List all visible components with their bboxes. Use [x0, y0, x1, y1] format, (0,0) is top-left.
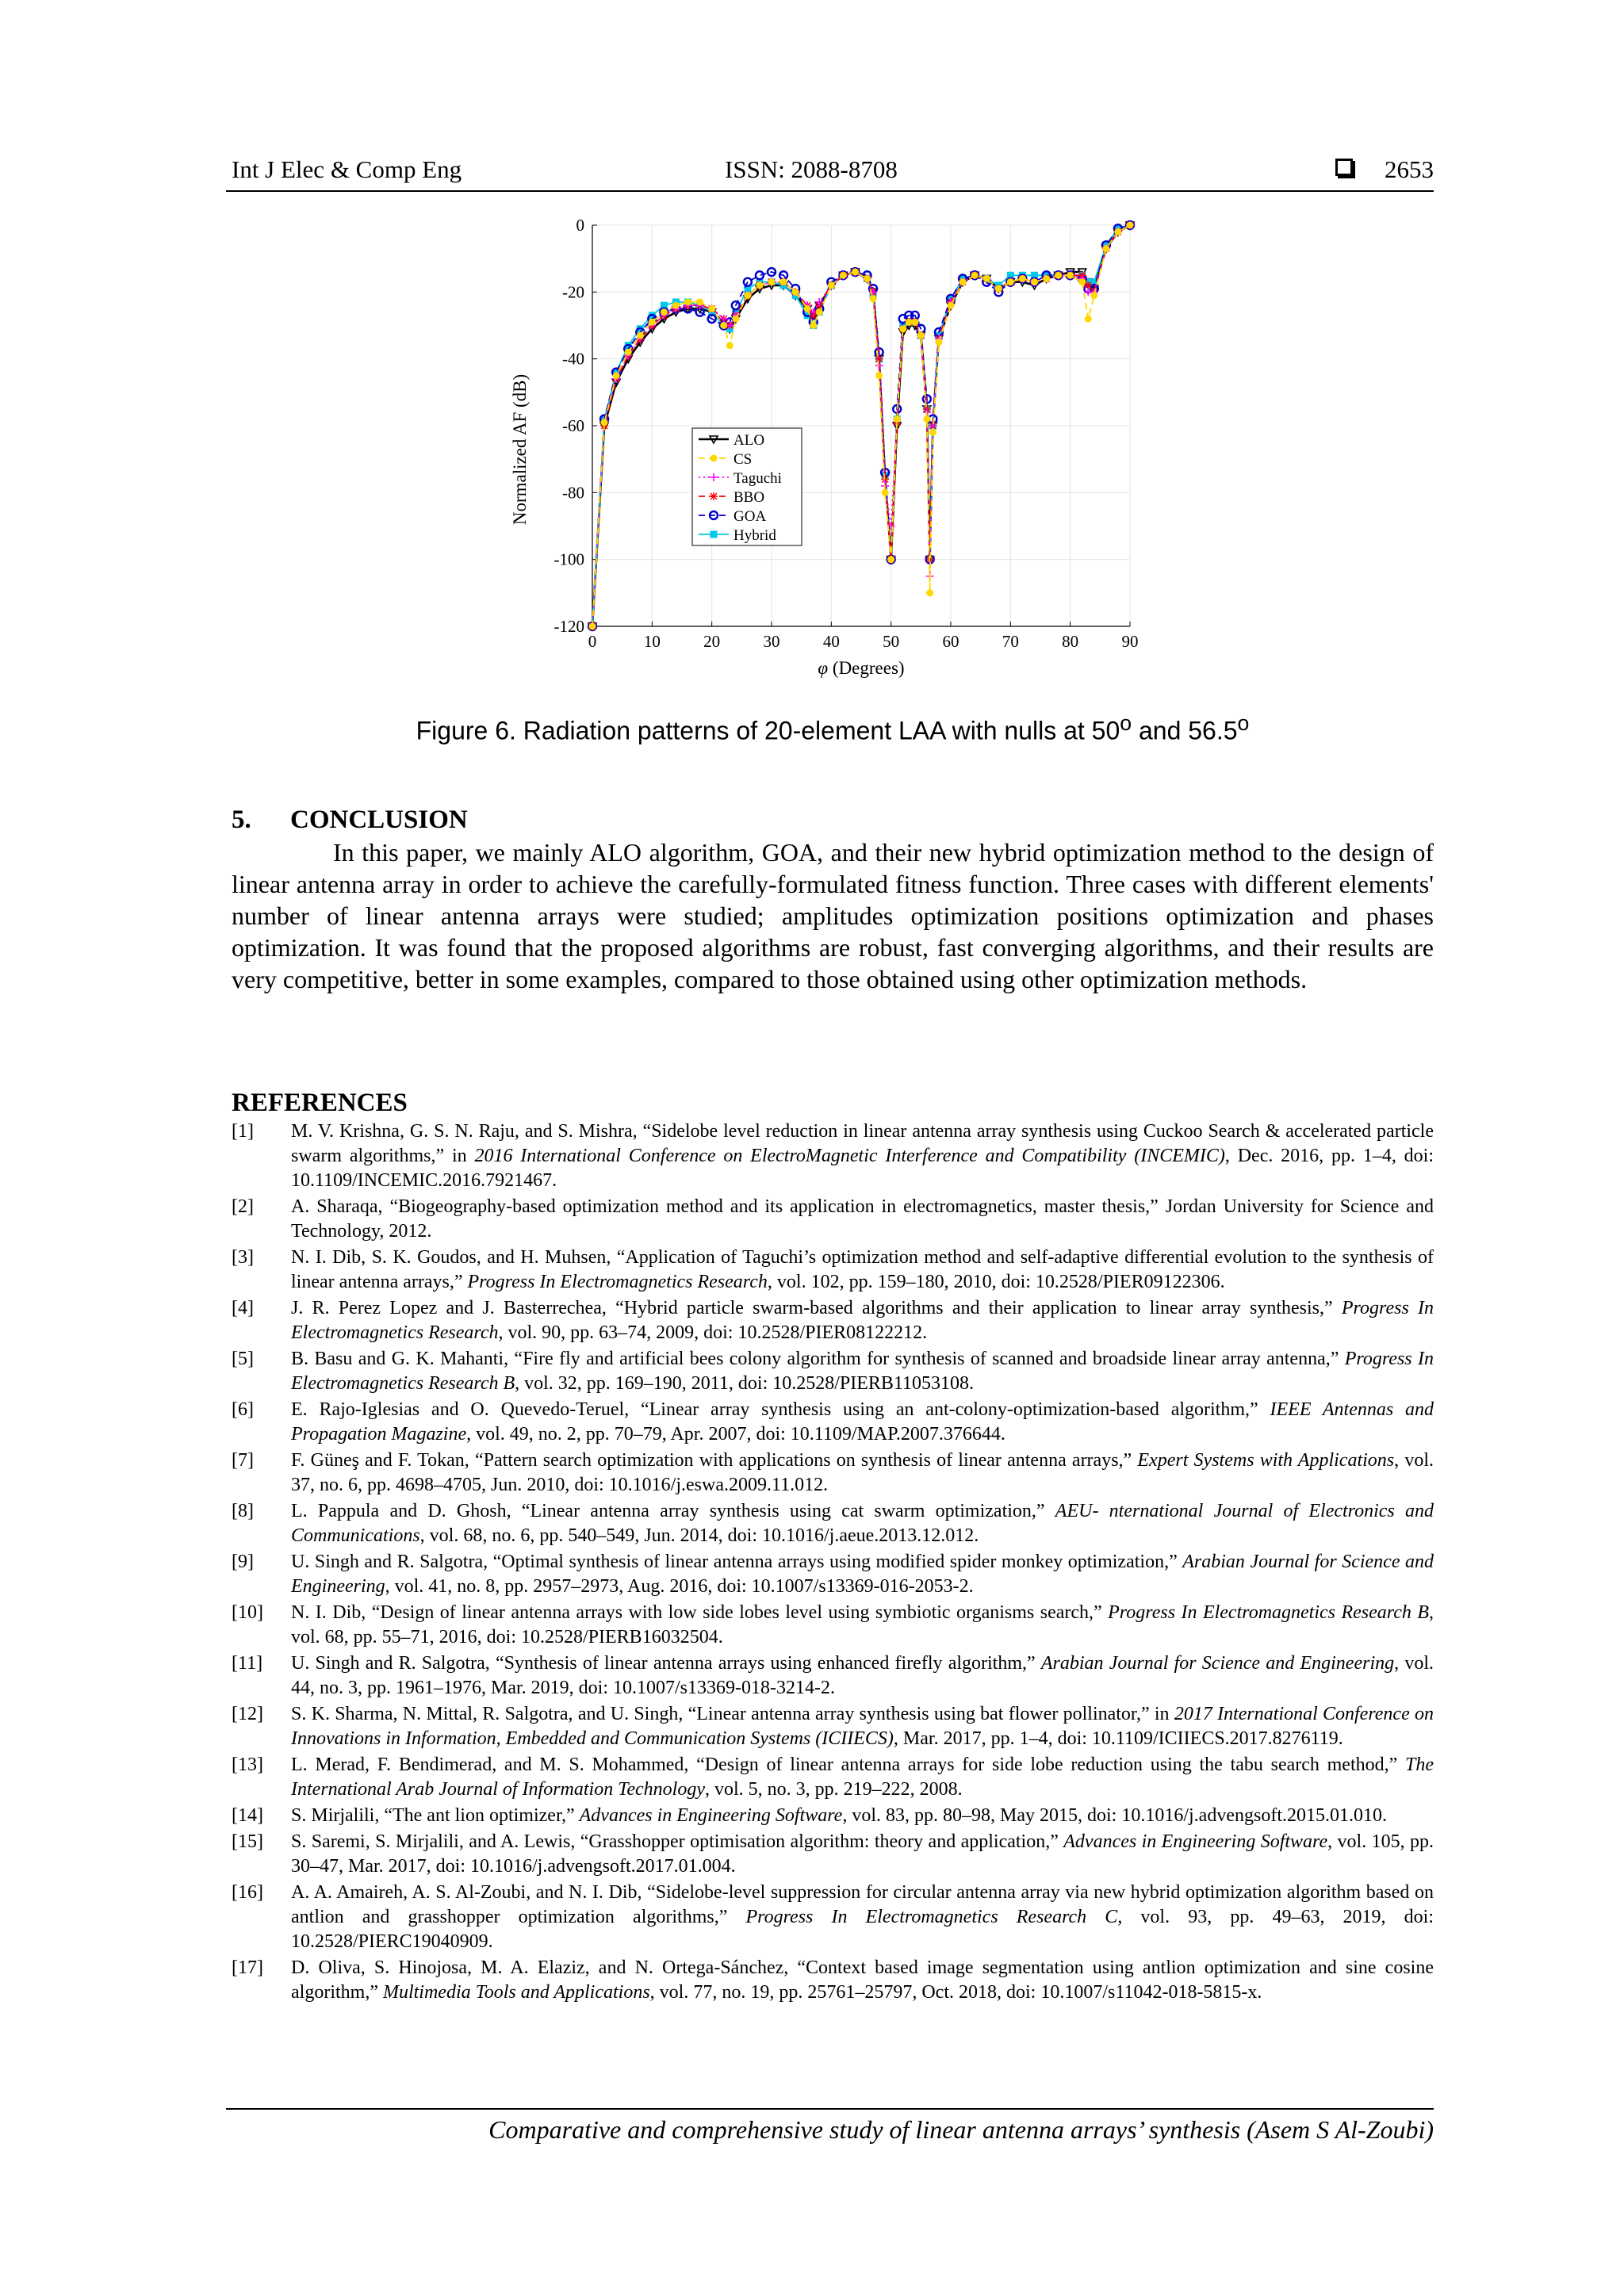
reference-number: [4]	[232, 1298, 254, 1318]
reference-source: The International Arab Journal of Information Technology	[291, 1755, 1434, 1800]
reference-text: N. I. Dib, “Design of linear antenna arrays with low side lobes level using symbiotic organisms search,”	[291, 1602, 1109, 1623]
y-tick-label: -120	[553, 617, 584, 636]
marker-cs	[876, 373, 883, 379]
reference-text: S. Mirjalili, “The ant lion optimizer,”	[291, 1805, 580, 1826]
marker-cs	[840, 272, 846, 278]
x-tick-label: 40	[822, 632, 840, 651]
marker-cs	[672, 302, 679, 308]
marker-cs	[726, 342, 733, 349]
page-footer: Comparative and comprehensive study of linear antenna arrays’ synthesis (Asem S Al-Zoubi)	[488, 2115, 1434, 2144]
legend-label: Hybrid	[733, 527, 776, 544]
reference-text: U. Singh and R. Salgotra, “Synthesis of linear antenna arrays using enhanced firefly algorithm,”	[291, 1653, 1041, 1674]
reference-text: S. K. Sharma, N. Mittal, R. Salgotra, and U. Singh, “Linear antenna array synthesis using bat flower pollinator,” in	[291, 1704, 1174, 1724]
reference-details: , vol. 102, pp. 159–180, 2010, doi: 10.2528/PIER09122306.	[767, 1272, 1225, 1292]
marker-cs	[995, 285, 1002, 292]
reference-source: Multimedia Tools and Applications	[382, 1982, 650, 2003]
marker-cs	[864, 275, 871, 281]
marker-cs	[710, 455, 717, 461]
reference-number: [17]	[232, 1957, 263, 1978]
marker-cs	[948, 302, 954, 308]
marker-cs	[1055, 272, 1062, 278]
marker-cs	[721, 323, 727, 329]
reference-item	[232, 1398, 1434, 1447]
reference-number: [15]	[232, 1831, 263, 1852]
reference-number: [12]	[232, 1704, 263, 1724]
reference-text: A. Sharaqa, “Biogeography-based optimization method and its application in electromagnetics, master thesis,” Jordan University for Science and Technology, 2012.	[291, 1196, 1434, 1242]
x-tick-label: 20	[703, 632, 721, 651]
reference-details: , vol. 44, no. 3, pp. 1961–1976, Mar. 2019, doi: 10.1007/s13369-018-3214-2.	[291, 1653, 1434, 1698]
x-tick-label: 0	[588, 632, 597, 651]
reference-details: , vol. 32, pp. 169–190, 2011, doi: 10.2528/PIERB11053108.	[515, 1373, 975, 1394]
reference-details: , vol. 49, no. 2, pp. 70–79, Apr. 2007, doi: 10.1109/MAP.2007.376644.	[466, 1424, 1005, 1445]
reference-source: Advances in Engineering Software	[579, 1805, 843, 1826]
marker-cs	[780, 279, 787, 285]
marker-cs	[900, 326, 906, 332]
marker-hybrid	[710, 531, 717, 538]
reference-item	[232, 1651, 1434, 1701]
marker-cs	[709, 305, 715, 312]
reference-text: U. Singh and R. Salgotra, “Optimal synthesis of linear antenna arrays using modified spider monkey optimization,”	[291, 1552, 1183, 1572]
reference-item	[232, 1499, 1434, 1548]
reference-details: , vol. 90, pp. 63–74, 2009, doi: 10.2528/PIER08122212.	[498, 1322, 928, 1343]
reference-source: Advances in Engineering Software	[1063, 1831, 1328, 1852]
marker-cs	[756, 282, 763, 289]
marker-cs	[1079, 279, 1086, 285]
y-tick-label: 0	[576, 216, 584, 235]
section-heading	[232, 806, 468, 835]
x-tick-label: 60	[942, 632, 959, 651]
y-tick-label: -40	[562, 349, 584, 369]
reference-source: Progress In Electromagnetics Research	[467, 1272, 768, 1292]
reference-number: [14]	[232, 1805, 263, 1826]
reference-details: , vol. 5, no. 3, pp. 219–222, 2008.	[705, 1779, 963, 1800]
x-axis-symbol: φ	[818, 658, 829, 678]
legend-label: CS	[733, 451, 753, 468]
reference-source: 2016 International Conference on ElectroMagnetic Interference and Compatibility (INCEMIC)	[474, 1146, 1225, 1166]
footer-rule	[226, 2108, 1434, 2110]
x-axis-text: (Degrees)	[828, 658, 905, 678]
reference-item	[232, 1830, 1434, 1879]
x-axis-label	[818, 658, 904, 678]
reference-details: , vol. 105, pp. 30–47, Mar. 2017, doi: 10.1016/j.advengsoft.2017.01.004.	[291, 1831, 1434, 1877]
reference-source: Progress In Electromagnetics Research	[291, 1298, 1434, 1343]
reference-number: [6]	[232, 1399, 254, 1420]
figure-caption	[232, 711, 1434, 746]
reference-item	[232, 1881, 1434, 1954]
reference-item	[232, 1119, 1434, 1193]
reference-item	[232, 1448, 1434, 1498]
marker-cs	[1007, 279, 1013, 285]
marker-cs	[649, 319, 655, 325]
x-tick-label: 80	[1062, 632, 1079, 651]
x-tick-label: 90	[1121, 632, 1139, 651]
reference-source: Progress In Electromagnetics Research B	[291, 1349, 1434, 1394]
radiation-pattern-chart	[476, 208, 1158, 683]
reference-number: [1]	[232, 1121, 254, 1142]
reference-number: [3]	[232, 1247, 254, 1268]
reference-number: [2]	[232, 1196, 254, 1217]
marker-cs	[917, 332, 924, 339]
reference-text: J. R. Perez Lopez and J. Basterrechea, “Hybrid particle swarm-based algorithms and their application to linear array synthesis,”	[291, 1298, 1342, 1318]
marker-cs	[852, 269, 858, 275]
reference-text: S. Saremi, S. Mirjalili, and A. Lewis, “Grasshopper optimisation algorithm: theory and application,”	[291, 1831, 1064, 1852]
legend-label: GOA	[733, 508, 767, 525]
marker-cs	[1067, 272, 1074, 278]
reference-details: , vol. 93, pp. 49–63, 2019, doi: 10.2528/PIERC19040909.	[291, 1907, 1434, 1952]
marker-cs	[1103, 246, 1109, 252]
reference-text: A. A. Amaireh, A. S. Al-Zoubi, and N. I. Dib, “Sidelobe-level suppression for circular antenna array via new hybrid optimization algorithm based on antlion and grasshopper optimization algorithms,”	[291, 1882, 1434, 1927]
reference-item	[232, 1347, 1434, 1396]
reference-source: 2017 International Conference on Innovations in Information, Embedded and Communication Systems (ICIIECS)	[291, 1704, 1434, 1749]
reference-item	[232, 1601, 1434, 1650]
marker-cs	[768, 279, 775, 285]
reference-source: Arabian Journal for Science and Engineering	[1040, 1653, 1395, 1674]
reference-text: N. I. Dib, S. K. Goudos, and H. Muhsen, “Application of Taguchi’s optimization method and self-adaptive differential evolution to the synthesis of linear antenna arrays,”	[291, 1247, 1434, 1292]
marker-cs	[685, 299, 691, 305]
reference-details: , vol. 37, no. 6, pp. 4698–4705, Jun. 2010, doi: 10.1016/j.eswa.2009.11.012.	[291, 1450, 1434, 1495]
reference-item	[232, 1956, 1434, 2005]
marker-cs	[1115, 228, 1121, 235]
marker-cs	[906, 319, 912, 325]
reference-details: , Dec. 2016, pp. 1–4, doi: 10.1109/INCEMIC.2016.7921467.	[291, 1146, 1434, 1191]
reference-item	[232, 1702, 1434, 1751]
marker-cs	[882, 489, 888, 496]
reference-text: M. V. Krishna, G. S. N. Raju, and S. Mishra, “Sidelobe level reduction in linear antenna array synthesis using Cuckoo Search & accelerated particle swarm algorithms,” in	[291, 1121, 1434, 1166]
reference-details: , vol. 68, no. 6, pp. 540–549, Jun. 2014, doi: 10.1016/j.aeue.2013.12.012.	[419, 1525, 979, 1546]
marker-cs	[936, 339, 942, 346]
reference-details: , vol. 68, pp. 55–71, 2016, doi: 10.2528/PIERB16032504.	[291, 1602, 1434, 1647]
reference-number: [16]	[232, 1882, 263, 1903]
caption-main: Figure 6. Radiation patterns of 20-element LAA with nulls at 50	[416, 716, 1120, 745]
legend-label: ALO	[733, 432, 765, 449]
journal-name: Int J Elec & Comp Eng	[232, 155, 462, 183]
marker-cs	[1031, 279, 1037, 285]
x-tick-label: 70	[1002, 632, 1019, 651]
marker-cs	[733, 316, 739, 322]
marker-cs	[697, 299, 703, 305]
reference-source: AEU- nternational Journal of Electronics and Communications	[291, 1501, 1434, 1546]
reference-source: Expert Systems with Applications	[1137, 1450, 1395, 1471]
marker-cs	[929, 429, 936, 435]
y-tick-label: -100	[553, 549, 584, 569]
reference-text: L. Merad, F. Bendimerad, and M. S. Mohammed, “Design of linear antenna arrays for side lobe reduction using the tabu search method,”	[291, 1755, 1405, 1775]
marker-cs	[924, 416, 930, 423]
x-tick-label: 50	[883, 632, 900, 651]
marker-cs	[589, 623, 596, 629]
marker-cs	[912, 319, 918, 325]
legend-label: BBO	[733, 489, 765, 506]
conclusion-paragraph: In this paper, we mainly ALO algorithm, GOA, and their new hybrid optimization method to the design of linear antenna array in order to achieve the carefully-formulated fitness function. Three cases with different elements' number of linear antenna arrays were studied; amplitudes optimization positions optimization and phases optimization. It was found that the proposed algorithms are robust, fast converging algorithms, and their results are very competitive, better in some examples, compared to those obtained using other optimization methods.	[232, 838, 1434, 993]
reference-source: Progress In Electromagnetics Research C	[745, 1907, 1118, 1927]
caption-sup-2: o	[1237, 711, 1250, 735]
reference-source: IEEE Antennas and Propagation Magazine	[291, 1399, 1434, 1445]
reference-text: D. Oliva, S. Hinojosa, M. A. Elaziz, and N. Ortega-Sánchez, “Context based image segmentation using antlion optimization and sine cosine algorithm,”	[291, 1957, 1434, 2003]
marker-cs	[1127, 222, 1133, 228]
reference-details: , vol. 41, no. 8, pp. 2957–2973, Aug. 2016, doi: 10.1007/s13369-016-2053-2.	[385, 1576, 974, 1597]
reference-number: [9]	[232, 1552, 254, 1572]
marker-cs	[792, 289, 799, 295]
header-rule	[226, 190, 1434, 192]
caption-sup-1: o	[1120, 711, 1132, 735]
reference-number: [5]	[232, 1349, 254, 1369]
marker-cs	[870, 296, 876, 302]
page-header	[232, 155, 1434, 190]
reference-details: , vol. 77, no. 19, pp. 25761–25797, Oct. 2018, doi: 10.1007/s11042-018-5815-x.	[649, 1982, 1262, 2003]
reference-number: [8]	[232, 1501, 254, 1521]
marker-cs	[637, 332, 643, 339]
marker-cs	[816, 309, 822, 316]
marker-cs	[971, 272, 978, 278]
reference-text: L. Pappula and D. Ghosh, “Linear antenna array synthesis using cat swarm optimization,”	[291, 1501, 1055, 1521]
reference-item	[232, 1195, 1434, 1244]
marker-cs	[810, 323, 817, 329]
marker-cs	[1019, 275, 1025, 281]
marker-cs	[959, 279, 966, 285]
section-title: CONCLUSION	[290, 806, 468, 834]
legend-label: Taguchi	[733, 470, 782, 487]
reference-number: [13]	[232, 1755, 263, 1775]
page-number: 2653	[1385, 155, 1434, 183]
issn: ISSN: 2088-8708	[725, 155, 898, 183]
marker-cs	[983, 275, 990, 281]
x-tick-label: 30	[763, 632, 780, 651]
marker-cs	[601, 419, 607, 426]
reference-list	[232, 1119, 1434, 2007]
marker-cs	[888, 557, 894, 563]
references-heading: REFERENCES	[232, 1089, 408, 1117]
reference-source: Arabian Journal for Science and Engineering	[291, 1552, 1434, 1597]
marker-bbo	[710, 492, 718, 500]
reference-text: E. Rajo-Iglesias and O. Quevedo-Teruel, “Linear array synthesis using an ant-colony-optimization-based algorithm,”	[291, 1399, 1270, 1420]
reference-item	[232, 1296, 1434, 1345]
reference-number: [11]	[232, 1653, 263, 1674]
marker-cs	[927, 590, 933, 596]
marker-cs	[1044, 275, 1050, 281]
section-number: 5.	[232, 806, 251, 834]
reference-text: F. Güneş and F. Tokan, “Pattern search optimization with applications on synthesis of linear antenna arrays,”	[291, 1450, 1138, 1471]
marker-cs	[613, 373, 619, 379]
reference-item	[232, 1804, 1434, 1828]
marker-cs	[804, 305, 810, 312]
reference-details: , Mar. 2017, pp. 1–4, doi: 10.1109/ICIIECS.2017.8276119.	[893, 1728, 1343, 1749]
reference-details: , vol. 83, pp. 80–98, May 2015, doi: 10.1016/j.advengsoft.2015.01.010.	[842, 1805, 1387, 1826]
reference-number: [7]	[232, 1450, 254, 1471]
marker-cs	[828, 282, 834, 289]
marker-cs	[745, 293, 751, 299]
x-tick-label: 10	[643, 632, 661, 651]
y-tick-label: -20	[562, 282, 584, 302]
y-tick-label: -60	[562, 416, 584, 435]
reference-item	[232, 1246, 1434, 1295]
caption-mid: and 56.5	[1132, 716, 1238, 745]
reference-source: Progress In Electromagnetics Research B	[1108, 1602, 1429, 1623]
y-tick-label: -80	[562, 483, 584, 503]
marker-cs	[1085, 316, 1091, 322]
marker-cs	[661, 309, 667, 316]
figure-6	[476, 208, 1158, 683]
reference-text: B. Basu and G. K. Mahanti, “Fire fly and artificial bees colony algorithm for synthesis of scanned and broadside linear array antenna,”	[291, 1349, 1345, 1369]
y-axis-label: Normalized AF (dB)	[510, 373, 530, 526]
reference-number: [10]	[232, 1602, 263, 1623]
reference-item	[232, 1550, 1434, 1599]
marker-cs	[625, 349, 631, 355]
reference-item	[232, 1753, 1434, 1802]
marker-cs	[894, 416, 900, 423]
marker-cs	[1091, 293, 1097, 299]
checkbox-square-icon	[1335, 159, 1353, 176]
